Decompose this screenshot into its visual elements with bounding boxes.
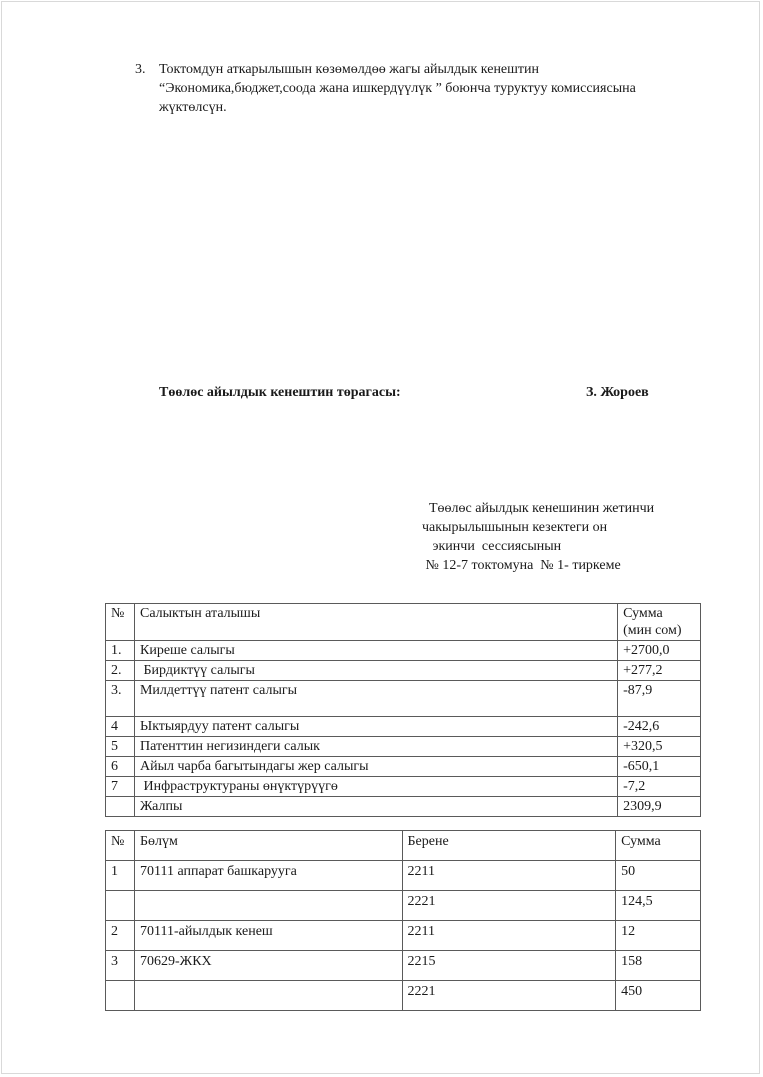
annex-line: Төөлөс айылдык кенешинин жетинчи [422, 501, 655, 516]
chairman-title: Төөлөс айылдык кенештин төрагасы: [159, 385, 401, 400]
row-section: 70629-ЖКХ [134, 951, 402, 981]
item-number: 3. [135, 62, 146, 77]
row-article: 2221 [402, 891, 616, 921]
row-sum: -650,1 [618, 757, 701, 777]
table-row [106, 891, 701, 921]
row-num: 1. [106, 641, 135, 661]
row-tax-name: Айыл чарба багытындагы жер салыгы [134, 757, 617, 777]
row-article: 2221 [402, 981, 616, 1011]
row-section [134, 891, 402, 921]
row-section [134, 981, 402, 1011]
table-header-row [106, 604, 701, 641]
row-article: 2211 [402, 921, 616, 951]
row-num: 7 [106, 777, 135, 797]
total-label: Жалпы [134, 797, 617, 817]
table-row [106, 777, 701, 797]
row-article: 2211 [402, 861, 616, 891]
header-sum-unit: (мин сом) [623, 623, 682, 638]
row-num [106, 891, 135, 921]
table-row [106, 861, 701, 891]
table-row [106, 737, 701, 757]
item-text-line: “Экономика,бюджет,соода жана ишкердүүлүк ” боюнча туруктуу комиссиясына [159, 81, 636, 96]
row-sum: -242,6 [618, 717, 701, 737]
header-sum [618, 604, 701, 641]
row-sum: +320,5 [618, 737, 701, 757]
table-row [106, 661, 701, 681]
table-total-row [106, 797, 701, 817]
budget-table [105, 830, 701, 1011]
header-tax-name: Салыктын аталышы [134, 604, 617, 641]
table-header-row [106, 831, 701, 861]
table-row [106, 951, 701, 981]
row-sum: 450 [616, 981, 701, 1011]
annex-caption [422, 499, 654, 575]
header-article: Берене [402, 831, 616, 861]
row-sum: 124,5 [616, 891, 701, 921]
header-num: № [106, 604, 135, 641]
row-num: 3. [106, 681, 135, 717]
row-num: 6 [106, 757, 135, 777]
table-row [106, 641, 701, 661]
row-sum: +2700,0 [618, 641, 701, 661]
table-row [106, 981, 701, 1011]
tax-table [105, 603, 701, 817]
item-text-line: Токтомдун аткарылышын көзөмөлдөө жагы айылдык кенештин [159, 62, 540, 77]
row-article: 2215 [402, 951, 616, 981]
row-section: 70111 аппарат башкарууга [134, 861, 402, 891]
row-tax-name: Милдеттүү патент салыгы [134, 681, 617, 717]
row-num: 3 [106, 951, 135, 981]
row-num [106, 981, 135, 1011]
row-num: 1 [106, 861, 135, 891]
row-sum: 158 [616, 951, 701, 981]
total-num [106, 797, 135, 817]
header-sum-label: Сумма [623, 606, 663, 621]
row-sum: 12 [616, 921, 701, 951]
row-num: 2 [106, 921, 135, 951]
annex-line: экинчи сессиясынын [422, 539, 562, 554]
table-row [106, 717, 701, 737]
annex-line: чакырылышынын кезектеги он [422, 520, 608, 535]
row-num: 2. [106, 661, 135, 681]
row-tax-name: Бирдиктүү салыгы [134, 661, 617, 681]
table-row [106, 921, 701, 951]
row-tax-name: Патенттин негизиндеги салык [134, 737, 617, 757]
header-num: № [106, 831, 135, 861]
header-sum: Сумма [616, 831, 701, 861]
row-num: 4 [106, 717, 135, 737]
table-row [106, 681, 701, 717]
row-tax-name: Ыктыярдуу патент салыгы [134, 717, 617, 737]
item-text-line: жүктөлсүн. [159, 100, 227, 115]
row-tax-name: Инфраструктураны өнүктүрүүгө [134, 777, 617, 797]
row-sum: 50 [616, 861, 701, 891]
row-num: 5 [106, 737, 135, 757]
chairman-name: З. Жороев [586, 385, 649, 400]
header-section: Бөлүм [134, 831, 402, 861]
table-row [106, 757, 701, 777]
annex-line: № 12-7 токтомуна № 1- тиркеме [422, 558, 621, 573]
row-sum: -87,9 [618, 681, 701, 717]
total-sum: 2309,9 [618, 797, 701, 817]
row-tax-name: Киреше салыгы [134, 641, 617, 661]
row-sum: +277,2 [618, 661, 701, 681]
row-sum: -7,2 [618, 777, 701, 797]
document-page [1, 1, 760, 1074]
row-section: 70111-айылдык кенеш [134, 921, 402, 951]
